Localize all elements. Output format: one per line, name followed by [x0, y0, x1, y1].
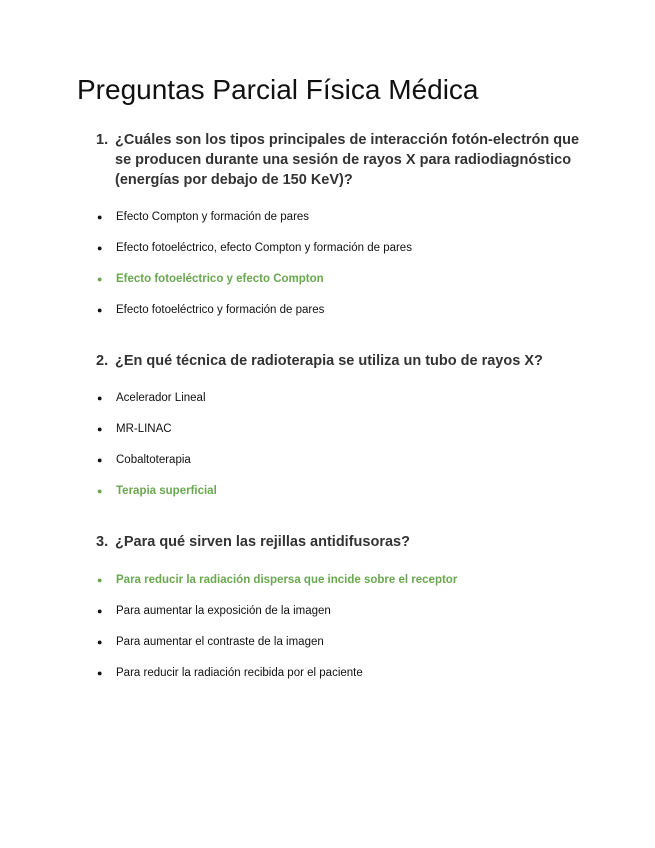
- answer-list-3: [96, 572, 457, 696]
- page-title: Preguntas Parcial Física Médica: [77, 74, 479, 105]
- answer-option: [96, 421, 217, 452]
- answer-label: Para aumentar el contraste de la imagen: [116, 636, 324, 648]
- question-number: 1.: [96, 132, 109, 148]
- question-text: ¿Para qué sirven las rejillas antidifusoras?: [115, 534, 410, 550]
- bullet-icon: ●: [97, 393, 103, 403]
- question-number: 3.: [96, 534, 109, 550]
- question-text: ¿En qué técnica de radioterapia se utiliza un tubo de rayos X?: [115, 353, 543, 369]
- question-2: [96, 351, 586, 371]
- answer-option: [96, 603, 457, 634]
- answer-option: [96, 634, 457, 665]
- question-text: ¿Cuáles son los tipos principales de interacción fotón-electrón que se producen durante una sesión de rayos X para radiodiagnóstico (energías por debajo de 150 KeV)?: [115, 132, 580, 188]
- bullet-icon: ●: [97, 486, 103, 496]
- answer-label: Para aumentar la exposición de la imagen: [116, 605, 331, 617]
- question-3: [96, 532, 586, 552]
- answer-option: [96, 452, 217, 483]
- bullet-icon: ●: [97, 305, 103, 315]
- answer-label: Para reducir la radiación recibida por el paciente: [116, 667, 363, 679]
- bullet-icon: ●: [97, 668, 103, 678]
- answer-option: [96, 665, 457, 696]
- answer-option: [96, 209, 412, 240]
- answer-option-correct: [96, 572, 457, 603]
- answer-label: Terapia superficial: [116, 485, 217, 497]
- bullet-icon: ●: [97, 274, 103, 284]
- answer-label: Efecto fotoeléctrico y formación de pares: [116, 304, 325, 316]
- bullet-icon: ●: [97, 575, 103, 585]
- bullet-icon: ●: [97, 455, 103, 465]
- answer-label: MR-LINAC: [116, 423, 172, 435]
- answer-label: Efecto fotoeléctrico, efecto Compton y formación de pares: [116, 242, 412, 254]
- answer-option: [96, 390, 217, 421]
- answer-list-2: [96, 390, 217, 514]
- question-1: [96, 130, 586, 190]
- answer-label: Efecto fotoeléctrico y efecto Compton: [116, 273, 324, 285]
- bullet-icon: ●: [97, 606, 103, 616]
- answer-label: Efecto Compton y formación de pares: [116, 211, 310, 223]
- answer-option: [96, 302, 412, 333]
- answer-option-correct: [96, 271, 412, 302]
- answer-list-1: [96, 209, 412, 333]
- answer-label: Cobaltoterapia: [116, 454, 191, 466]
- bullet-icon: ●: [97, 637, 103, 647]
- bullet-icon: ●: [97, 243, 103, 253]
- answer-label: Para reducir la radiación dispersa que incide sobre el receptor: [116, 574, 458, 586]
- bullet-icon: ●: [97, 424, 103, 434]
- bullet-icon: ●: [97, 212, 103, 222]
- answer-option: [96, 240, 412, 271]
- question-number: 2.: [96, 353, 109, 369]
- answer-label: Acelerador Lineal: [116, 392, 206, 404]
- answer-option-correct: [96, 483, 217, 514]
